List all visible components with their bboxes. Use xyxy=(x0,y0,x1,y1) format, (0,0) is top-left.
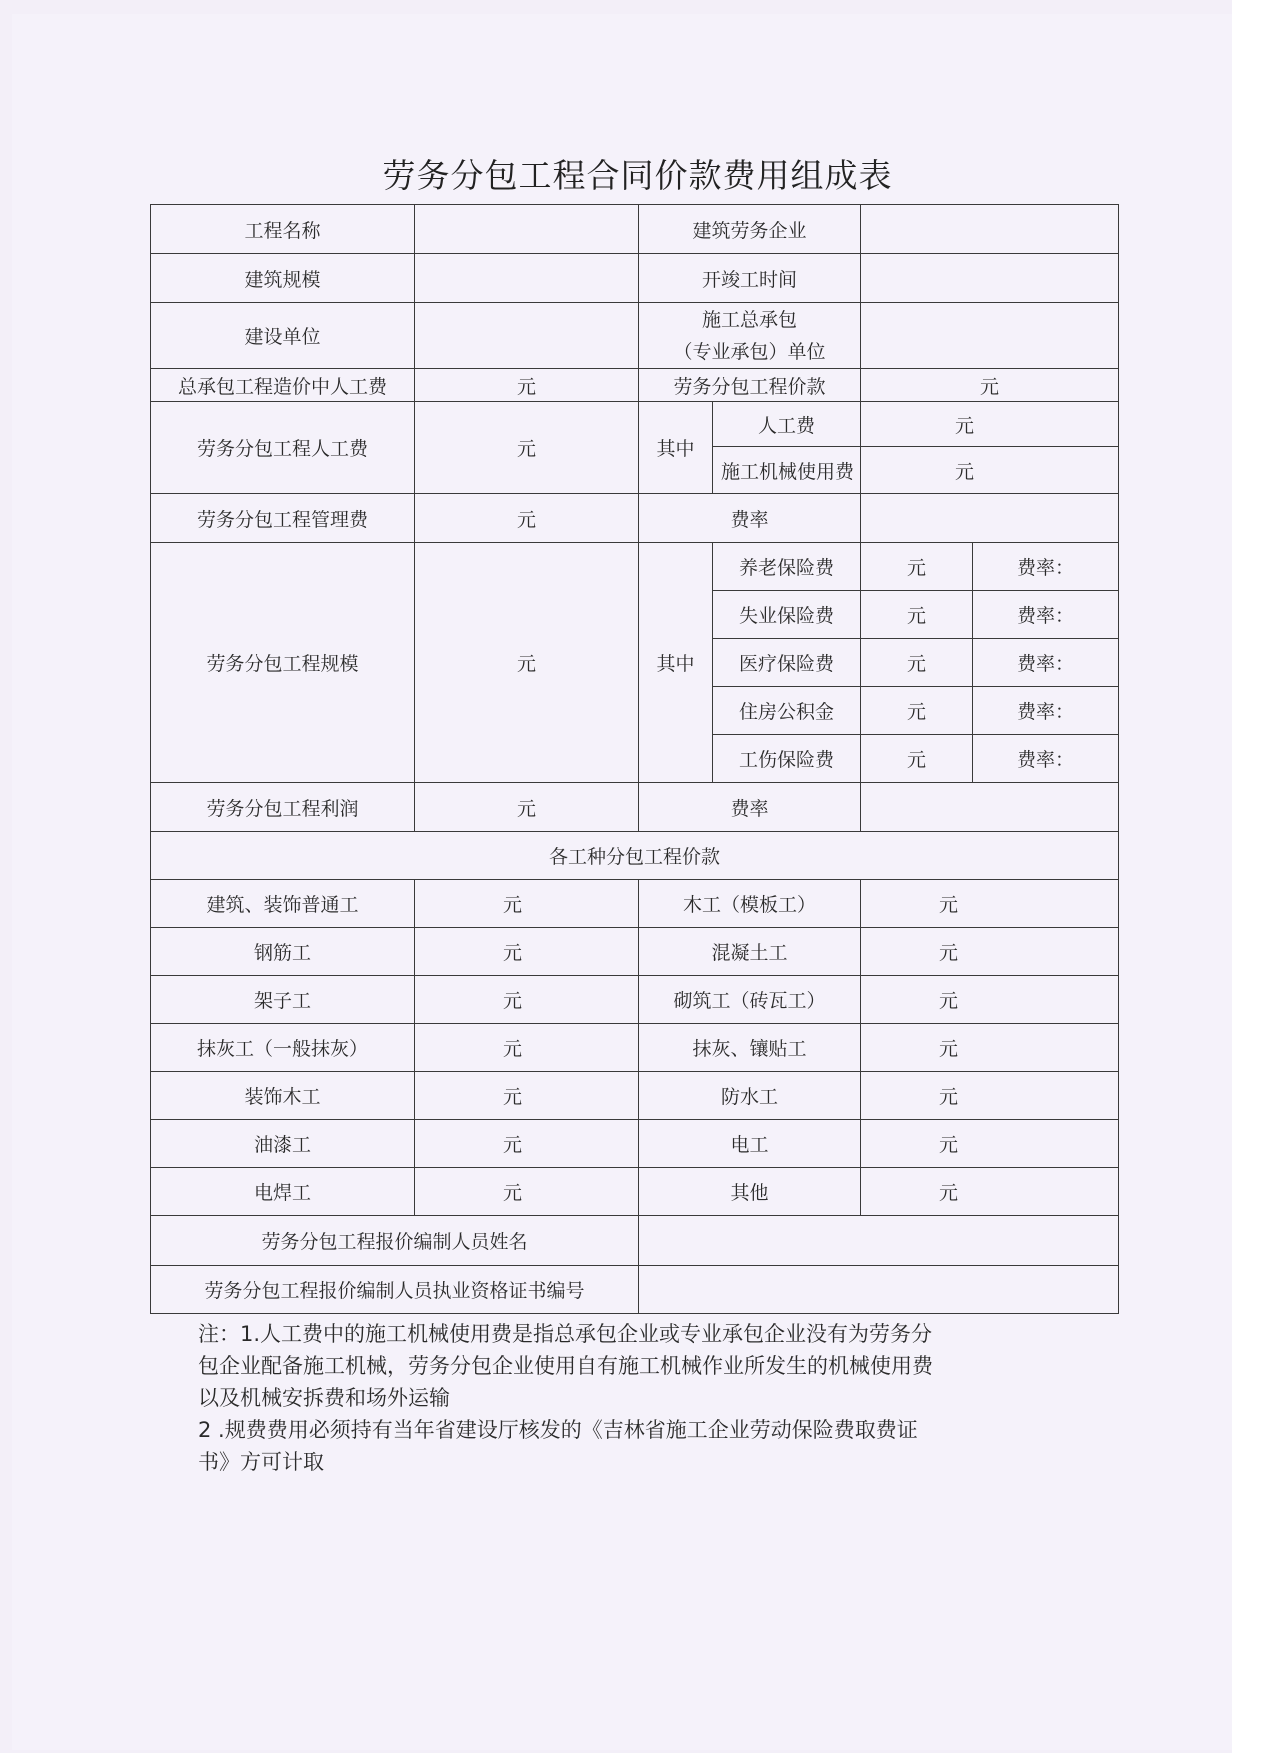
trade-amount-field[interactable]: 元 xyxy=(415,1168,639,1216)
pension-label: 养老保险费 xyxy=(713,543,861,591)
mgmt-rate-label: 费率 xyxy=(639,494,861,543)
table-row xyxy=(151,928,1119,976)
gc-labor-cost-label: 总承包工程造价中人工费 xyxy=(151,369,415,402)
pension-rate[interactable]: 费率： xyxy=(973,543,1119,591)
trade-amount-field[interactable]: 元 xyxy=(415,1072,639,1120)
table-row xyxy=(151,543,1119,591)
table-row xyxy=(151,402,1119,447)
gc-labor-cost-field[interactable]: 元 xyxy=(415,369,639,402)
medical-field[interactable]: 元 xyxy=(861,639,973,687)
trade-label: 油漆工 xyxy=(151,1120,415,1168)
among-label: 其中 xyxy=(639,402,713,494)
profit-label: 劳务分包工程利润 xyxy=(151,783,415,832)
trade-amount-field[interactable]: 元 xyxy=(415,880,639,928)
table-row xyxy=(151,1216,1119,1266)
trade-amount-field[interactable]: 元 xyxy=(415,928,639,976)
fees-scale-field[interactable]: 元 xyxy=(415,543,639,783)
labor-fee-field[interactable]: 元 xyxy=(861,402,1119,447)
mgmt-rate-field[interactable] xyxy=(861,494,1119,543)
trade-amount-field[interactable]: 元 xyxy=(415,1024,639,1072)
general-contractor-field[interactable] xyxy=(861,303,1119,369)
profit-rate-field[interactable] xyxy=(861,783,1119,832)
owner-field[interactable] xyxy=(415,303,639,369)
table-row xyxy=(151,880,1119,928)
machine-fee-field[interactable]: 元 xyxy=(861,447,1119,494)
table-row xyxy=(151,205,1119,254)
housing-fund-rate[interactable]: 费率： xyxy=(973,687,1119,735)
trade-label: 混凝土工 xyxy=(639,928,861,976)
notes-section xyxy=(198,1318,1078,1478)
trade-label: 电工 xyxy=(639,1120,861,1168)
note-line: 书》方可计取 xyxy=(198,1450,324,1474)
pension-field[interactable]: 元 xyxy=(861,543,973,591)
trade-label: 装饰木工 xyxy=(151,1072,415,1120)
profit-rate-label: 费率 xyxy=(639,783,861,832)
note-line: 以及机械安拆费和场外运输 xyxy=(198,1386,450,1410)
start-finish-time-label: 开竣工时间 xyxy=(639,254,861,303)
note-line: 包企业配备施工机械，劳务分包企业使用自有施工机械作业所发生的机械使用费 xyxy=(198,1354,933,1378)
among-label: 其中 xyxy=(639,543,713,783)
labor-contract-price-field[interactable]: 元 xyxy=(861,369,1119,402)
gc-label-line1: 施工总承包 xyxy=(702,308,798,331)
table-row xyxy=(151,783,1119,832)
table-row xyxy=(151,303,1119,369)
trade-label: 抹灰工（一般抹灰） xyxy=(151,1024,415,1072)
trade-label: 钢筋工 xyxy=(151,928,415,976)
table-row xyxy=(151,254,1119,303)
preparer-name-field[interactable] xyxy=(639,1216,1119,1266)
scan-margin xyxy=(1232,0,1275,1753)
table-row xyxy=(151,832,1119,880)
unemployment-field[interactable]: 元 xyxy=(861,591,973,639)
gc-label-line2: （专业承包）单位 xyxy=(673,340,826,363)
table-row xyxy=(151,1072,1119,1120)
housing-fund-label: 住房公积金 xyxy=(713,687,861,735)
trade-label: 砌筑工（砖瓦工） xyxy=(639,976,861,1024)
preparer-cert-field[interactable] xyxy=(639,1266,1119,1314)
unemployment-rate[interactable]: 费率： xyxy=(973,591,1119,639)
trade-label: 抹灰、镶贴工 xyxy=(639,1024,861,1072)
fees-scale-label: 劳务分包工程规模 xyxy=(151,543,415,783)
table-row xyxy=(151,1024,1119,1072)
injury-label: 工伤保险费 xyxy=(713,735,861,783)
trade-label: 木工（模板工） xyxy=(639,880,861,928)
table-row xyxy=(151,1120,1119,1168)
labor-company-label: 建筑劳务企业 xyxy=(639,205,861,254)
machine-fee-label: 施工机械使用费 xyxy=(713,447,861,494)
table-row xyxy=(151,1168,1119,1216)
building-scale-field[interactable] xyxy=(415,254,639,303)
medical-rate[interactable]: 费率： xyxy=(973,639,1119,687)
labor-labor-cost-label: 劳务分包工程人工费 xyxy=(151,402,415,494)
note-line: 2 .规费费用必须持有当年省建设厅核发的《吉林省施工企业劳动保险费取费证 xyxy=(198,1418,918,1442)
trade-label: 防水工 xyxy=(639,1072,861,1120)
trade-amount-field[interactable]: 元 xyxy=(415,976,639,1024)
form-title: 劳务分包工程合同价款费用组成表 xyxy=(382,156,893,195)
labor-fee-label: 人工费 xyxy=(713,402,861,447)
profit-field[interactable]: 元 xyxy=(415,783,639,832)
trade-amount-field[interactable]: 元 xyxy=(861,928,1119,976)
labor-labor-cost-field[interactable]: 元 xyxy=(415,402,639,494)
building-scale-label: 建筑规模 xyxy=(151,254,415,303)
trade-amount-field[interactable]: 元 xyxy=(861,1120,1119,1168)
housing-fund-field[interactable]: 元 xyxy=(861,687,973,735)
trade-amount-field[interactable]: 元 xyxy=(861,1072,1119,1120)
labor-company-field[interactable] xyxy=(861,205,1119,254)
trade-amount-field[interactable]: 元 xyxy=(861,1024,1119,1072)
mgmt-fee-field[interactable]: 元 xyxy=(415,494,639,543)
preparer-name-label: 劳务分包工程报价编制人员姓名 xyxy=(151,1216,639,1266)
table-row xyxy=(151,369,1119,402)
owner-label: 建设单位 xyxy=(151,303,415,369)
table-row xyxy=(151,976,1119,1024)
general-contractor-label xyxy=(639,303,861,369)
table-row xyxy=(151,494,1119,543)
injury-rate[interactable]: 费率： xyxy=(973,735,1119,783)
table-row xyxy=(151,1266,1119,1314)
medical-label: 医疗保险费 xyxy=(713,639,861,687)
trade-label: 建筑、装饰普通工 xyxy=(151,880,415,928)
trade-prices-heading: 各工种分包工程价款 xyxy=(151,832,1119,880)
trade-amount-field[interactable]: 元 xyxy=(861,976,1119,1024)
injury-field[interactable]: 元 xyxy=(861,735,973,783)
fee-composition-table xyxy=(150,204,1119,1314)
start-finish-time-field[interactable] xyxy=(861,254,1119,303)
mgmt-fee-label: 劳务分包工程管理费 xyxy=(151,494,415,543)
trade-amount-field[interactable]: 元 xyxy=(415,1120,639,1168)
note-line: 注：1.人工费中的施工机械使用费是指总承包企业或专业承包企业没有为劳务分 xyxy=(198,1322,933,1346)
project-name-field[interactable] xyxy=(415,205,639,254)
trade-amount-field[interactable]: 元 xyxy=(861,1168,1119,1216)
labor-contract-price-label: 劳务分包工程价款 xyxy=(639,369,861,402)
trade-label: 其他 xyxy=(639,1168,861,1216)
trade-label: 电焊工 xyxy=(151,1168,415,1216)
unemployment-label: 失业保险费 xyxy=(713,591,861,639)
project-name-label: 工程名称 xyxy=(151,205,415,254)
trade-label: 架子工 xyxy=(151,976,415,1024)
trade-amount-field[interactable]: 元 xyxy=(861,880,1119,928)
preparer-cert-label: 劳务分包工程报价编制人员执业资格证书编号 xyxy=(151,1266,639,1314)
